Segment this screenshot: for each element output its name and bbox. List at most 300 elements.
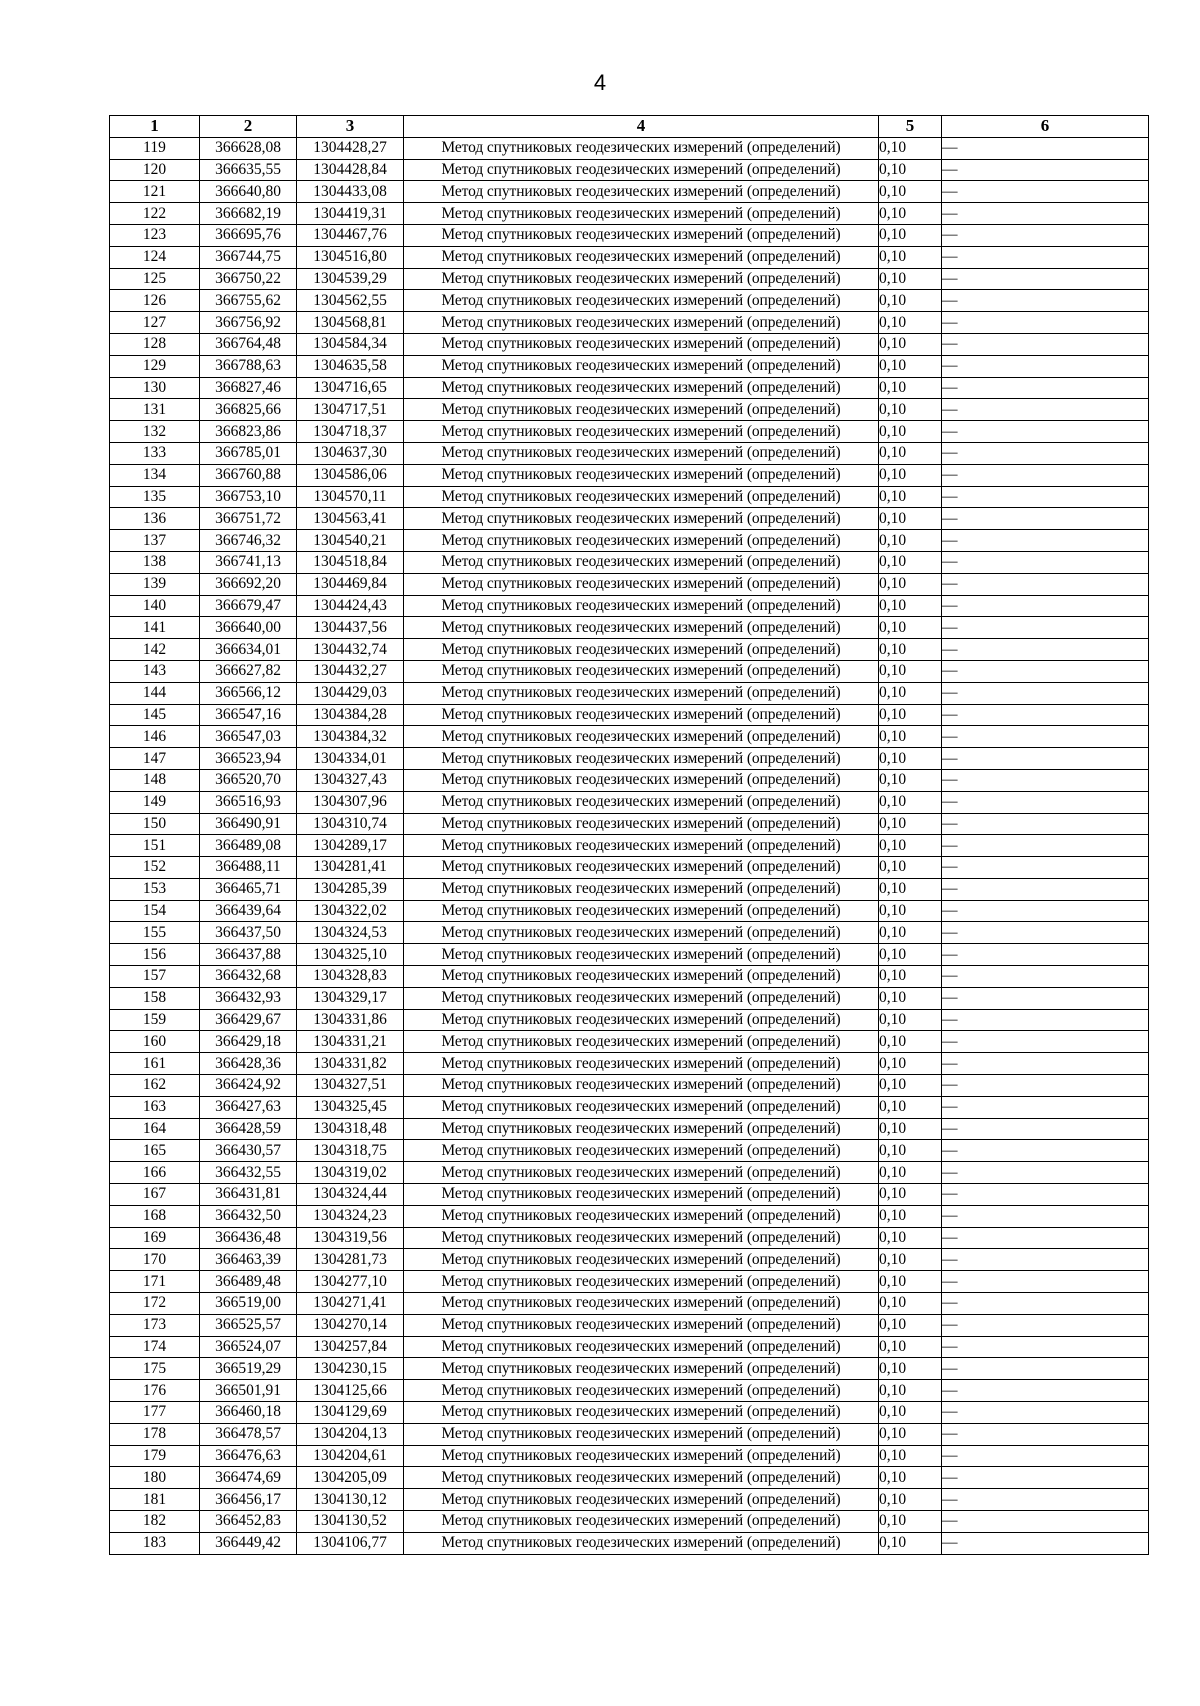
x-coordinate: 366428,59 [200,1118,297,1140]
x-coordinate: 366741,13 [200,551,297,573]
method-cell: Метод спутниковых геодезических измерений (определений) [404,355,879,377]
point-number: 159 [110,1009,200,1031]
table-row [110,1249,1149,1271]
table-row [110,1009,1149,1031]
x-coordinate: 366755,62 [200,290,297,312]
y-coordinate: 1304130,12 [297,1489,404,1511]
description-cell: — [942,748,1149,770]
y-coordinate: 1304271,41 [297,1293,404,1315]
point-number: 173 [110,1314,200,1336]
description-cell: — [942,530,1149,552]
x-coordinate: 366465,71 [200,878,297,900]
description-cell: — [942,878,1149,900]
description-cell: — [942,1423,1149,1445]
method-cell: Метод спутниковых геодезических измерений (определений) [404,290,879,312]
method-cell: Метод спутниковых геодезических измерений (определений) [404,987,879,1009]
x-coordinate: 366488,11 [200,857,297,879]
accuracy-cell: 0,10 [879,1336,942,1358]
table-row [110,290,1149,312]
accuracy-cell: 0,10 [879,1096,942,1118]
table-row [110,1205,1149,1227]
x-coordinate: 366437,50 [200,922,297,944]
x-coordinate: 366744,75 [200,246,297,268]
method-cell: Метод спутниковых геодезических измерений (определений) [404,791,879,813]
description-cell: — [942,966,1149,988]
method-cell: Метод спутниковых геодезических измерений (определений) [404,1293,879,1315]
x-coordinate: 366429,67 [200,1009,297,1031]
point-number: 126 [110,290,200,312]
x-coordinate: 366432,68 [200,966,297,988]
description-cell: — [942,704,1149,726]
x-coordinate: 366439,64 [200,900,297,922]
x-coordinate: 366430,57 [200,1140,297,1162]
point-number: 142 [110,639,200,661]
description-cell: — [942,1489,1149,1511]
method-cell: Метод спутниковых геодезических измерений (определений) [404,333,879,355]
method-cell: Метод спутниковых геодезических измерений (определений) [404,660,879,682]
x-coordinate: 366516,93 [200,791,297,813]
point-number: 128 [110,333,200,355]
accuracy-cell: 0,10 [879,508,942,530]
description-cell: — [942,1184,1149,1206]
header-col-1: 1 [110,116,200,138]
method-cell: Метод спутниковых геодезических измерений (определений) [404,1336,879,1358]
table-row [110,813,1149,835]
point-number: 145 [110,704,200,726]
table-row [110,1445,1149,1467]
point-number: 154 [110,900,200,922]
description-cell: — [942,639,1149,661]
description-cell: — [942,791,1149,813]
x-coordinate: 366520,70 [200,769,297,791]
y-coordinate: 1304539,29 [297,268,404,290]
point-number: 165 [110,1140,200,1162]
method-cell: Метод спутниковых геодезических измерений (определений) [404,377,879,399]
point-number: 156 [110,944,200,966]
description-cell: — [942,1402,1149,1424]
x-coordinate: 366547,03 [200,726,297,748]
y-coordinate: 1304516,80 [297,246,404,268]
method-cell: Метод спутниковых геодезических измерений (определений) [404,399,879,421]
accuracy-cell: 0,10 [879,1075,942,1097]
y-coordinate: 1304331,82 [297,1053,404,1075]
table-row [110,1532,1149,1554]
accuracy-cell: 0,10 [879,1162,942,1184]
x-coordinate: 366825,66 [200,399,297,421]
y-coordinate: 1304637,30 [297,442,404,464]
accuracy-cell: 0,10 [879,1489,942,1511]
y-coordinate: 1304325,45 [297,1096,404,1118]
description-cell: — [942,1511,1149,1533]
point-number: 123 [110,224,200,246]
y-coordinate: 1304518,84 [297,551,404,573]
y-coordinate: 1304563,41 [297,508,404,530]
description-cell: — [942,464,1149,486]
y-coordinate: 1304325,10 [297,944,404,966]
x-coordinate: 366750,22 [200,268,297,290]
accuracy-cell: 0,10 [879,268,942,290]
table-row [110,878,1149,900]
method-cell: Метод спутниковых геодезических измерений (определений) [404,639,879,661]
table-row [110,399,1149,421]
accuracy-cell: 0,10 [879,748,942,770]
method-cell: Метод спутниковых геодезических измерений (определений) [404,1031,879,1053]
accuracy-cell: 0,10 [879,922,942,944]
description-cell: — [942,813,1149,835]
description-cell: — [942,224,1149,246]
method-cell: Метод спутниковых геодезических измерений (определений) [404,1227,879,1249]
method-cell: Метод спутниковых геодезических измерений (определений) [404,1184,879,1206]
accuracy-cell: 0,10 [879,224,942,246]
method-cell: Метод спутниковых геодезических измерений (определений) [404,1489,879,1511]
point-number: 176 [110,1380,200,1402]
point-number: 143 [110,660,200,682]
method-cell: Метод спутниковых геодезических измерений (определений) [404,181,879,203]
description-cell: — [942,333,1149,355]
point-number: 146 [110,726,200,748]
table-row [110,312,1149,334]
method-cell: Метод спутниковых геодезических измерений (определений) [404,1205,879,1227]
point-number: 132 [110,421,200,443]
y-coordinate: 1304384,28 [297,704,404,726]
x-coordinate: 366679,47 [200,595,297,617]
accuracy-cell: 0,10 [879,1314,942,1336]
point-number: 158 [110,987,200,1009]
y-coordinate: 1304432,27 [297,660,404,682]
table-row [110,181,1149,203]
method-cell: Метод спутниковых геодезических измерений (определений) [404,1162,879,1184]
y-coordinate: 1304289,17 [297,835,404,857]
table-row [110,1358,1149,1380]
y-coordinate: 1304328,83 [297,966,404,988]
accuracy-cell: 0,10 [879,486,942,508]
table-row [110,486,1149,508]
accuracy-cell: 0,10 [879,1293,942,1315]
method-cell: Метод спутниковых геодезических измерений (определений) [404,486,879,508]
description-cell: — [942,442,1149,464]
point-number: 166 [110,1162,200,1184]
point-number: 178 [110,1423,200,1445]
description-cell: — [942,1293,1149,1315]
y-coordinate: 1304432,74 [297,639,404,661]
description-cell: — [942,137,1149,159]
method-cell: Метод спутниковых геодезических измерений (определений) [404,1423,879,1445]
table-row [110,1096,1149,1118]
header-col-5: 5 [879,116,942,138]
description-cell: — [942,203,1149,225]
description-cell: — [942,1227,1149,1249]
method-cell: Метод спутниковых геодезических измерений (определений) [404,922,879,944]
description-cell: — [942,421,1149,443]
point-number: 164 [110,1118,200,1140]
point-number: 141 [110,617,200,639]
point-number: 120 [110,159,200,181]
method-cell: Метод спутниковых геодезических измерений (определений) [404,1511,879,1533]
method-cell: Метод спутниковых геодезических измерений (определений) [404,769,879,791]
method-cell: Метод спутниковых геодезических измерений (определений) [404,312,879,334]
point-number: 157 [110,966,200,988]
method-cell: Метод спутниковых геодезических измерений (определений) [404,966,879,988]
y-coordinate: 1304429,03 [297,682,404,704]
description-cell: — [942,159,1149,181]
method-cell: Метод спутниковых геодезических измерений (определений) [404,1009,879,1031]
y-coordinate: 1304285,39 [297,878,404,900]
x-coordinate: 366476,63 [200,1445,297,1467]
accuracy-cell: 0,10 [879,1205,942,1227]
x-coordinate: 366452,83 [200,1511,297,1533]
point-number: 180 [110,1467,200,1489]
description-cell: — [942,1009,1149,1031]
method-cell: Метод спутниковых геодезических измерений (определений) [404,617,879,639]
y-coordinate: 1304716,65 [297,377,404,399]
y-coordinate: 1304307,96 [297,791,404,813]
description-cell: — [942,1249,1149,1271]
accuracy-cell: 0,10 [879,421,942,443]
table-row [110,1162,1149,1184]
description-cell: — [942,355,1149,377]
accuracy-cell: 0,10 [879,660,942,682]
description-cell: — [942,1140,1149,1162]
point-number: 121 [110,181,200,203]
table-row [110,1489,1149,1511]
accuracy-cell: 0,10 [879,377,942,399]
method-cell: Метод спутниковых геодезических измерений (определений) [404,835,879,857]
x-coordinate: 366429,18 [200,1031,297,1053]
header-col-3: 3 [297,116,404,138]
accuracy-cell: 0,10 [879,333,942,355]
point-number: 135 [110,486,200,508]
description-cell: — [942,1053,1149,1075]
table-row [110,508,1149,530]
x-coordinate: 366823,86 [200,421,297,443]
point-number: 119 [110,137,200,159]
table-row [110,355,1149,377]
description-cell: — [942,1358,1149,1380]
description-cell: — [942,922,1149,944]
y-coordinate: 1304318,48 [297,1118,404,1140]
method-cell: Метод спутниковых геодезических измерений (определений) [404,900,879,922]
table-row [110,1118,1149,1140]
table-row [110,966,1149,988]
x-coordinate: 366525,57 [200,1314,297,1336]
point-number: 131 [110,399,200,421]
accuracy-cell: 0,10 [879,1271,942,1293]
method-cell: Метод спутниковых геодезических измерений (определений) [404,1096,879,1118]
accuracy-cell: 0,10 [879,1227,942,1249]
description-cell: — [942,1205,1149,1227]
accuracy-cell: 0,10 [879,573,942,595]
description-cell: — [942,246,1149,268]
y-coordinate: 1304635,58 [297,355,404,377]
accuracy-cell: 0,10 [879,1380,942,1402]
description-cell: — [942,595,1149,617]
method-cell: Метод спутниковых геодезических измерений (определений) [404,726,879,748]
y-coordinate: 1304277,10 [297,1271,404,1293]
y-coordinate: 1304230,15 [297,1358,404,1380]
method-cell: Метод спутниковых геодезических измерений (определений) [404,203,879,225]
method-cell: Метод спутниковых геодезических измерений (определений) [404,704,879,726]
x-coordinate: 366827,46 [200,377,297,399]
x-coordinate: 366524,07 [200,1336,297,1358]
accuracy-cell: 0,10 [879,769,942,791]
point-number: 124 [110,246,200,268]
description-cell: — [942,900,1149,922]
method-cell: Метод спутниковых геодезических измерений (определений) [404,878,879,900]
accuracy-cell: 0,10 [879,1009,942,1031]
method-cell: Метод спутниковых геодезических измерений (определений) [404,464,879,486]
x-coordinate: 366478,57 [200,1423,297,1445]
point-number: 171 [110,1271,200,1293]
x-coordinate: 366519,29 [200,1358,297,1380]
description-cell: — [942,312,1149,334]
x-coordinate: 366431,81 [200,1184,297,1206]
x-coordinate: 366627,82 [200,660,297,682]
table-row [110,464,1149,486]
x-coordinate: 366490,91 [200,813,297,835]
method-cell: Метод спутниковых геодезических измерений (определений) [404,1118,879,1140]
x-coordinate: 366634,01 [200,639,297,661]
accuracy-cell: 0,10 [879,442,942,464]
method-cell: Метод спутниковых геодезических измерений (определений) [404,224,879,246]
y-coordinate: 1304469,84 [297,573,404,595]
y-coordinate: 1304586,06 [297,464,404,486]
accuracy-cell: 0,10 [879,137,942,159]
y-coordinate: 1304310,74 [297,813,404,835]
table-row [110,1031,1149,1053]
x-coordinate: 366566,12 [200,682,297,704]
table-row [110,1271,1149,1293]
point-number: 129 [110,355,200,377]
x-coordinate: 366432,93 [200,987,297,1009]
method-cell: Метод спутниковых геодезических измерений (определений) [404,813,879,835]
y-coordinate: 1304281,73 [297,1249,404,1271]
point-number: 137 [110,530,200,552]
description-cell: — [942,617,1149,639]
accuracy-cell: 0,10 [879,290,942,312]
table-row [110,203,1149,225]
y-coordinate: 1304334,01 [297,748,404,770]
x-coordinate: 366456,17 [200,1489,297,1511]
x-coordinate: 366460,18 [200,1402,297,1424]
x-coordinate: 366501,91 [200,1380,297,1402]
point-number: 163 [110,1096,200,1118]
method-cell: Метод спутниковых геодезических измерений (определений) [404,551,879,573]
accuracy-cell: 0,10 [879,813,942,835]
method-cell: Метод спутниковых геодезических измерений (определений) [404,1532,879,1554]
method-cell: Метод спутниковых геодезических измерений (определений) [404,1249,879,1271]
table-row [110,1140,1149,1162]
method-cell: Метод спутниковых геодезических измерений (определений) [404,944,879,966]
y-coordinate: 1304718,37 [297,421,404,443]
description-cell: — [942,1162,1149,1184]
accuracy-cell: 0,10 [879,159,942,181]
x-coordinate: 366682,19 [200,203,297,225]
description-cell: — [942,181,1149,203]
method-cell: Метод спутниковых геодезических измерений (определений) [404,1402,879,1424]
y-coordinate: 1304540,21 [297,530,404,552]
x-coordinate: 366756,92 [200,312,297,334]
accuracy-cell: 0,10 [879,682,942,704]
table-row [110,551,1149,573]
point-number: 169 [110,1227,200,1249]
y-coordinate: 1304384,32 [297,726,404,748]
description-cell: — [942,551,1149,573]
description-cell: — [942,1467,1149,1489]
description-cell: — [942,682,1149,704]
point-number: 150 [110,813,200,835]
x-coordinate: 366785,01 [200,442,297,464]
table-body [110,137,1149,1554]
description-cell: — [942,1075,1149,1097]
accuracy-cell: 0,10 [879,551,942,573]
table-row [110,595,1149,617]
table-row [110,1293,1149,1315]
x-coordinate: 366428,36 [200,1053,297,1075]
point-number: 182 [110,1511,200,1533]
point-number: 170 [110,1249,200,1271]
table-row [110,1336,1149,1358]
description-cell: — [942,726,1149,748]
y-coordinate: 1304125,66 [297,1380,404,1402]
table-row [110,748,1149,770]
accuracy-cell: 0,10 [879,595,942,617]
method-cell: Метод спутниковых геодезических измерений (определений) [404,442,879,464]
table-row [110,769,1149,791]
accuracy-cell: 0,10 [879,1358,942,1380]
method-cell: Метод спутниковых геодезических измерений (определений) [404,595,879,617]
y-coordinate: 1304327,51 [297,1075,404,1097]
description-cell: — [942,377,1149,399]
header-col-4: 4 [404,116,879,138]
point-number: 147 [110,748,200,770]
accuracy-cell: 0,10 [879,878,942,900]
point-number: 167 [110,1184,200,1206]
point-number: 122 [110,203,200,225]
point-number: 162 [110,1075,200,1097]
method-cell: Метод спутниковых геодезических измерений (определений) [404,1053,879,1075]
y-coordinate: 1304204,61 [297,1445,404,1467]
method-cell: Метод спутниковых геодезических измерений (определений) [404,1467,879,1489]
description-cell: — [942,835,1149,857]
table-row [110,1467,1149,1489]
x-coordinate: 366628,08 [200,137,297,159]
table-row [110,224,1149,246]
header-col-2: 2 [200,116,297,138]
table-row [110,857,1149,879]
point-number: 151 [110,835,200,857]
description-cell: — [942,1380,1149,1402]
method-cell: Метод спутниковых геодезических измерений (определений) [404,530,879,552]
y-coordinate: 1304106,77 [297,1532,404,1554]
y-coordinate: 1304329,17 [297,987,404,1009]
method-cell: Метод спутниковых геодезических измерений (определений) [404,682,879,704]
y-coordinate: 1304257,84 [297,1336,404,1358]
accuracy-cell: 0,10 [879,464,942,486]
y-coordinate: 1304327,43 [297,769,404,791]
table-row [110,1075,1149,1097]
description-cell: — [942,268,1149,290]
accuracy-cell: 0,10 [879,791,942,813]
method-cell: Метод спутниковых геодезических измерений (определений) [404,421,879,443]
table-row [110,900,1149,922]
description-cell: — [942,1532,1149,1554]
accuracy-cell: 0,10 [879,530,942,552]
y-coordinate: 1304428,27 [297,137,404,159]
y-coordinate: 1304319,56 [297,1227,404,1249]
table-row [110,1184,1149,1206]
table-row [110,682,1149,704]
point-number: 130 [110,377,200,399]
